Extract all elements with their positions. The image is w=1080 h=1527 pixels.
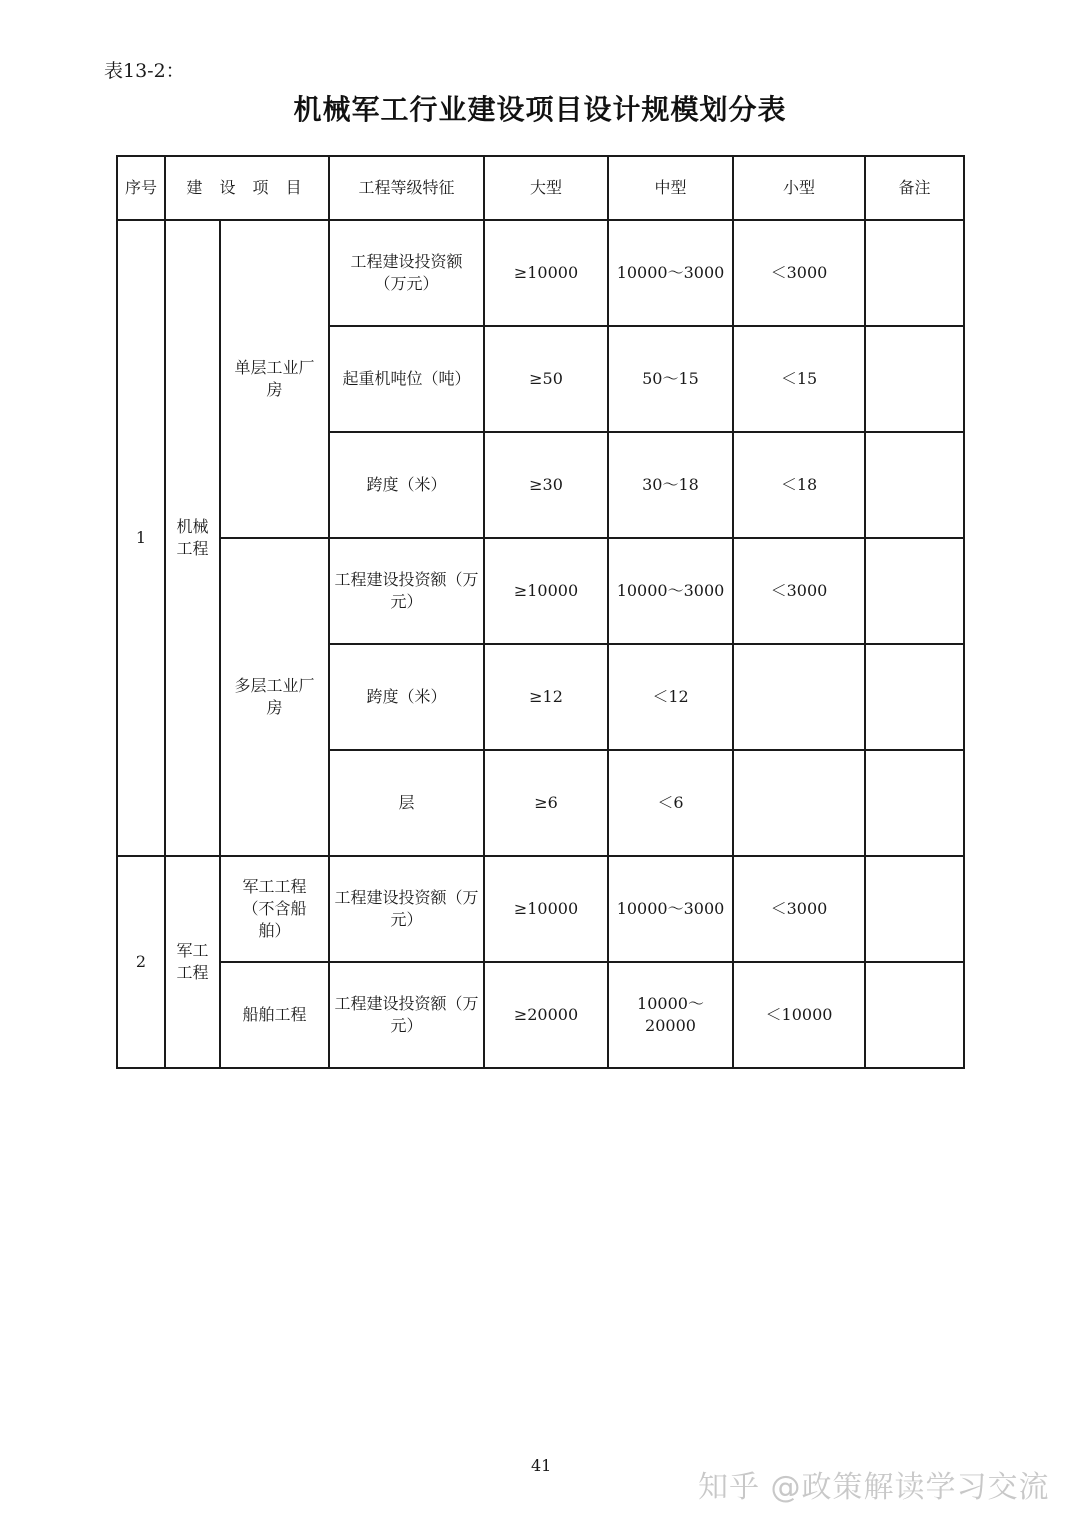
table-label: 表13-2： bbox=[104, 60, 185, 82]
medium-cell: ＜12 bbox=[608, 644, 733, 750]
feature-cell: 工程建设投资额（万元） bbox=[329, 220, 484, 326]
medium-cell: 10000～3000 bbox=[608, 856, 733, 962]
table-row bbox=[117, 962, 964, 1068]
medium-cell: 10000～3000 bbox=[608, 220, 733, 326]
remark-cell bbox=[865, 644, 964, 750]
medium-cell: 30～18 bbox=[608, 432, 733, 538]
header-project: 建 设 项 目 bbox=[165, 156, 329, 220]
small-cell: ＜10000 bbox=[733, 962, 865, 1068]
feature-cell: 跨度（米） bbox=[329, 432, 484, 538]
category-cell: 机械工程 bbox=[165, 220, 220, 856]
subgroup-cell: 单层工业厂房 bbox=[220, 220, 329, 538]
page-title: 机械军工行业建设项目设计规模划分表 bbox=[293, 93, 787, 126]
subgroup-cell: 军工工程（不含船舶） bbox=[220, 856, 329, 962]
feature-cell: 工程建设投资额（万元） bbox=[329, 538, 484, 644]
feature-cell: 层 bbox=[329, 750, 484, 856]
feature-cell: 跨度（米） bbox=[329, 644, 484, 750]
remark-cell bbox=[865, 220, 964, 326]
remark-cell bbox=[865, 432, 964, 538]
small-cell: ＜3000 bbox=[733, 220, 865, 326]
header-feature: 工程等级特征 bbox=[329, 156, 484, 220]
header-small: 小型 bbox=[733, 156, 865, 220]
table-row bbox=[117, 856, 964, 962]
feature-cell: 工程建设投资额（万元） bbox=[329, 856, 484, 962]
medium-cell: 10000～3000 bbox=[608, 538, 733, 644]
large-cell: ≥10000 bbox=[484, 220, 608, 326]
large-cell: ≥10000 bbox=[484, 856, 608, 962]
feature-cell: 工程建设投资额（万元） bbox=[329, 962, 484, 1068]
large-cell: ≥12 bbox=[484, 644, 608, 750]
small-cell bbox=[733, 750, 865, 856]
large-cell: ≥30 bbox=[484, 432, 608, 538]
large-cell: ≥6 bbox=[484, 750, 608, 856]
small-cell bbox=[733, 644, 865, 750]
remark-cell bbox=[865, 538, 964, 644]
small-cell: ＜3000 bbox=[733, 856, 865, 962]
large-cell: ≥10000 bbox=[484, 538, 608, 644]
header-seq: 序号 bbox=[117, 156, 165, 220]
remark-cell bbox=[865, 326, 964, 432]
medium-cell: ＜6 bbox=[608, 750, 733, 856]
table-row bbox=[117, 538, 964, 644]
seq-cell: 2 bbox=[117, 856, 165, 1068]
header-large: 大型 bbox=[484, 156, 608, 220]
small-cell: ＜3000 bbox=[733, 538, 865, 644]
header-remark: 备注 bbox=[865, 156, 964, 220]
classification-table bbox=[116, 155, 965, 1069]
remark-cell bbox=[865, 856, 964, 962]
subgroup-cell: 多层工业厂房 bbox=[220, 538, 329, 856]
header-medium: 中型 bbox=[608, 156, 733, 220]
feature-cell: 起重机吨位（吨） bbox=[329, 326, 484, 432]
remark-cell bbox=[865, 962, 964, 1068]
table-header-row bbox=[117, 156, 964, 220]
small-cell: ＜18 bbox=[733, 432, 865, 538]
watermark: 知乎 @政策解读学习交流 bbox=[698, 1470, 1050, 1505]
remark-cell bbox=[865, 750, 964, 856]
small-cell: ＜15 bbox=[733, 326, 865, 432]
subgroup-cell: 船舶工程 bbox=[220, 962, 329, 1068]
large-cell: ≥20000 bbox=[484, 962, 608, 1068]
table-row bbox=[117, 220, 964, 326]
medium-cell: 50～15 bbox=[608, 326, 733, 432]
category-cell: 军工工程 bbox=[165, 856, 220, 1068]
medium-cell: 10000～20000 bbox=[608, 962, 733, 1068]
large-cell: ≥50 bbox=[484, 326, 608, 432]
page-number: 41 bbox=[531, 1456, 552, 1475]
seq-cell: 1 bbox=[117, 220, 165, 856]
